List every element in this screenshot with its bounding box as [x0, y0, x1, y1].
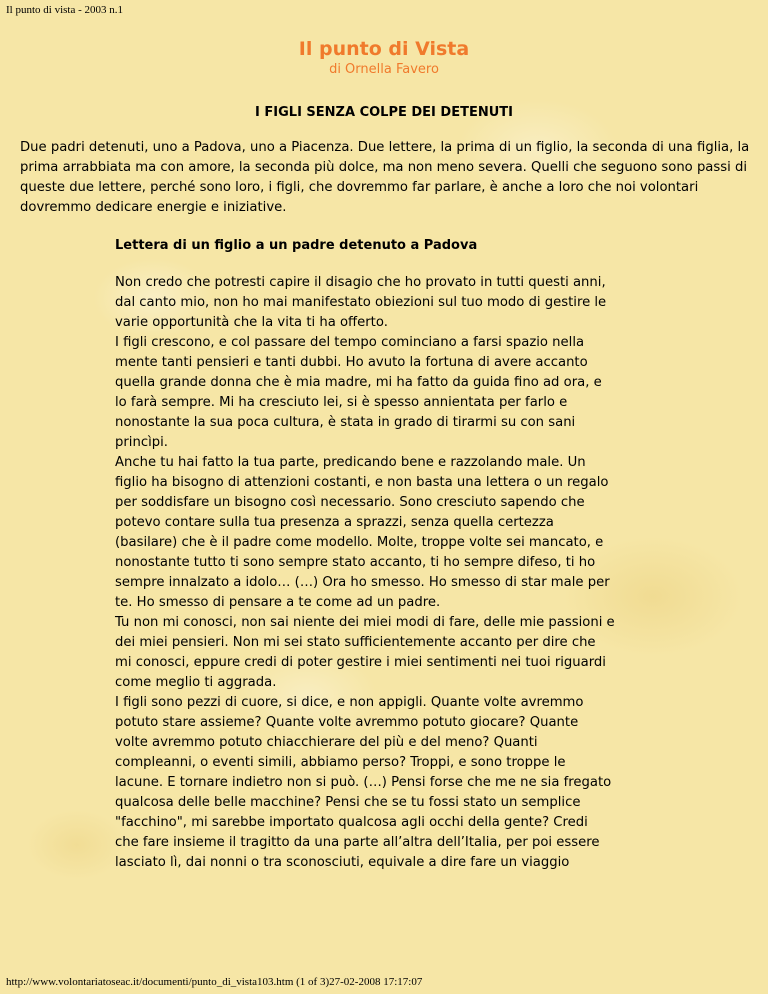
author-byline: di Ornella Favero [329, 62, 439, 77]
print-header: Il punto di vista - 2003 n.1 [6, 4, 124, 16]
page-title: Il punto di Vista [298, 38, 470, 60]
letter-paragraph: I figli crescono, e col passare del tempo cominciano a farsi spazio nella mente tanti pensieri e tanti dubbi. Ho avuto la fortuna di avere accanto quella grande donna che è mia madre, mi ha fatto da guida fino ad ora, e lo farà sempre. Mi ha cresciuto lei, si è spesso annientata per farlo e nonostante la sua poca cultura, è stata in grado di tirarmi su con sani princìpi. [115, 335, 602, 450]
letter-text [115, 273, 615, 873]
letter-paragraph: I figli sono pezzi di cuore, si dice, e non appigli. Quante volte avremmo potuto stare assieme? Quante volte avremmo potuto giocare? Quante volte avremmo potuto chiacchierare del più e del meno? Quanti compleanni, o eventi simili, abbiamo perso? Troppi, e sono troppe le lacune. E tornare indietro non si può. (…) Pensi forse che me ne sia fregato qualcosa delle belle macchine? Pensi che se tu fossi stato un semplice "facchino", mi sarebbe importato qualcosa agli occhi della gente? Credi che fare insieme il tragitto da una parte all’altra dell’Italia, per poi essere lasciato lì, dai nonni o tra sconosciuti, equivale a dire fare un viaggio [115, 695, 612, 870]
intro-paragraph: Due padri detenuti, uno a Padova, uno a Piacenza. Due lettere, la prima di un figlio, la seconda di una figlia, la prima arrabbiata ma con amore, la seconda più dolce, ma non meno severa. Quelli che seguono sono passi di queste due lettere, perché sono loro, i figli, che dovremmo far parlare, è anche a loro che noi volontari dovremmo dedicare energie e iniziative. [20, 140, 750, 215]
letter-heading: Lettera di un figlio a un padre detenuto a Padova [115, 238, 478, 253]
print-footer-url: http://www.volontariatoseac.it/documenti/punto_di_vista103.htm (1 of 3)27-02-2008 17:17:07 [6, 976, 423, 988]
document-body [0, 38, 768, 873]
letter-paragraph: Tu non mi conosci, non sai niente dei miei modi di fare, delle mie passioni e dei miei pensieri. Non mi sei stato sufficientemente accanto per dire che mi conosci, eppure credi di poter gestire i miei sentimenti nei tuoi riguardi come meglio ti aggrada. [115, 615, 615, 690]
section-heading: I FIGLI SENZA COLPE DEI DETENUTI [255, 105, 513, 120]
letter-paragraph: Anche tu hai fatto la tua parte, predicando bene e razzolando male. Un figlio ha bisogno di attenzioni costanti, e non basta una lettera o un regalo per soddisfare un bisogno così necessario. Sono cresciuto sapendo che potevo contare sulla tua presenza a sprazzi, senza quella certezza (basilare) che è il padre come modello. Molte, troppe volte sei mancato, e nonostante tutto ti sono sempre stato accanto, ti ho sempre difeso, ti ho sempre innalzato a idolo… (…) Ora ho smesso. Ho smesso di star male per te. Ho smesso di pensare a te come ad un padre. [115, 455, 610, 610]
letter-paragraph: Non credo che potresti capire il disagio che ho provato in tutti questi anni, dal canto mio, non ho mai manifestato obiezioni sul tuo modo di gestire le varie opportunità che la vita ti ha offerto. [115, 275, 607, 330]
